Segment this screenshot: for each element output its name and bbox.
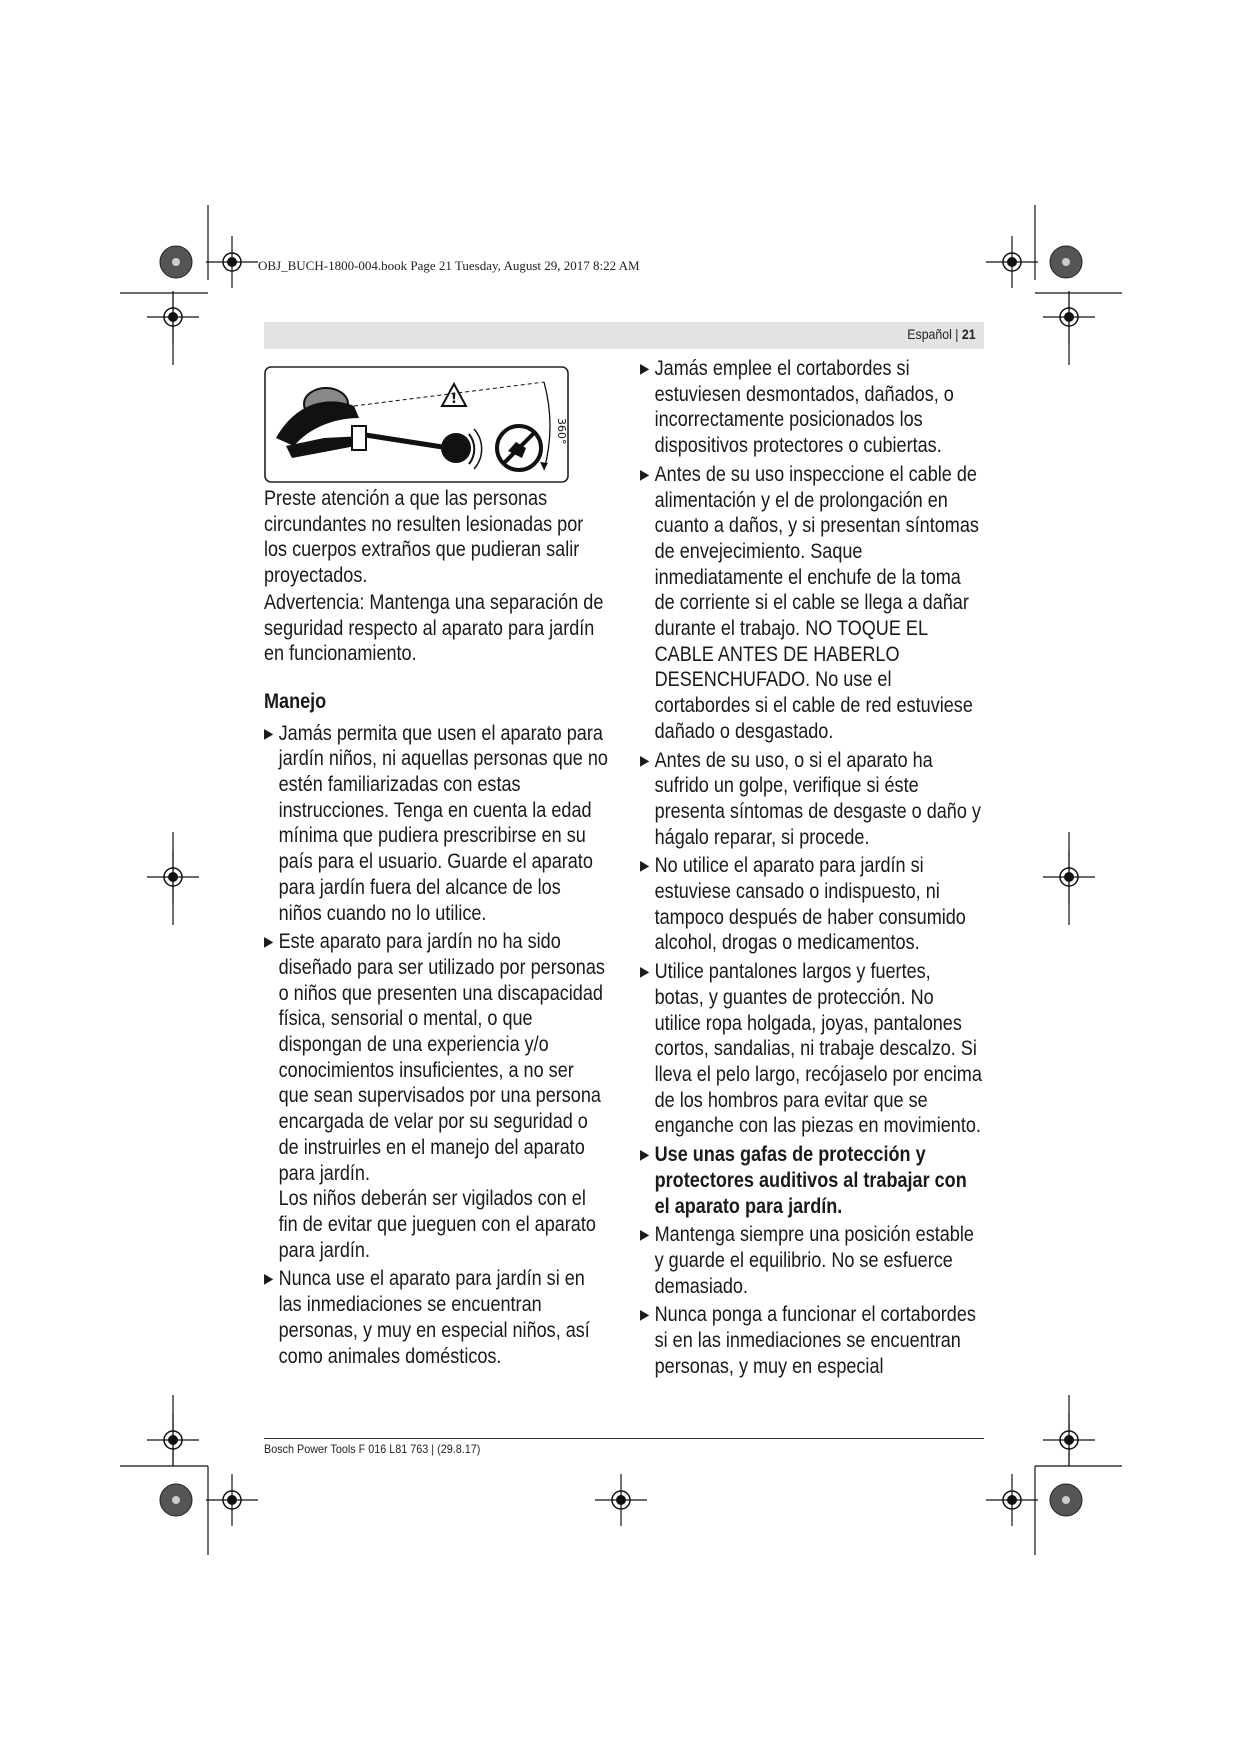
bullet-icon: ▶ (264, 933, 274, 950)
bullet-icon: ▶ (640, 465, 650, 482)
list-item (640, 853, 984, 956)
footer-divider (264, 1438, 984, 1439)
list-item-text: Nunca ponga a funcionar el cortabordes si en las inmediaciones se encuentran personas, y muy en especial (654, 1303, 976, 1378)
list-item-text: Antes de su uso, o si el aparato ha sufrido un golpe, verifique si éste presenta síntomas de desgaste o daño y hágalo reparar, si procede. (654, 748, 981, 849)
right-column (640, 356, 985, 1382)
list-item (264, 929, 608, 1263)
bullet-icon: ▶ (640, 963, 650, 980)
list-item-text: Jamás permita que usen el aparato para jardín niños, ni aquellas personas que no estén familiarizadas con estas instrucciones. Tenga en cuenta la edad mínima que pudiera prescribirse en su país para el usuario. Guarde el aparato para jardín fuera del alcance de los niños cuando no lo utilice. (278, 721, 608, 925)
registration-target (206, 1474, 258, 1526)
bullet-icon: ▶ (640, 1226, 650, 1243)
bullet-icon: ▶ (640, 1146, 650, 1163)
paragraph: Advertencia: Mantenga una separación de seguridad respecto al aparato para jardín en funcionamiento. (264, 590, 604, 666)
bullet-icon: ▶ (640, 857, 650, 874)
list-item-text: Nunca use el aparato para jardín si en las inmediaciones se encuentran personas, y muy en especial niños, así como animales domésticos. (278, 1267, 590, 1368)
registration-target (206, 236, 258, 288)
color-star-mark (1050, 1484, 1082, 1516)
list-item-text: Use unas gafas de protección y protectores auditivos al trabajar con el aparato para jardín. (654, 1143, 967, 1218)
list-item (640, 748, 984, 851)
header-label (908, 326, 976, 342)
paragraph: Preste atención a que las personas circundantes no resulten lesionadas por los cuerpos extraños que pudieran salir proyectados. (264, 487, 584, 588)
list-item (640, 1222, 984, 1299)
list-item (640, 462, 984, 745)
page-footer: Bosch Power Tools F 016 L81 763 | (29.8.17) (264, 1442, 481, 1456)
section-title: Manejo (264, 689, 327, 713)
list-item (640, 959, 984, 1139)
bullet-icon: ▶ (640, 751, 650, 768)
list-item-extra: Los niños deberán ser vigilados con el fin de evitar que jueguen con el aparato para jardín. (278, 1187, 596, 1262)
bullet-icon: ▶ (264, 724, 274, 741)
color-star-mark (160, 1484, 192, 1516)
color-star-mark (1050, 246, 1082, 278)
registration-target (986, 1474, 1038, 1526)
list-item (264, 1266, 608, 1369)
bullet-icon: ▶ (264, 1270, 274, 1287)
printer-slug-line: OBJ_BUCH-1800-004.book Page 21 Tuesday, August 29, 2017 8:22 AM (258, 258, 640, 273)
page-number: 21 (962, 326, 976, 342)
list-item-text: Este aparato para jardín no ha sido diseñado para ser utilizado por personas o niños que presenten una discapacidad física, sensorial o mental, o que dispongan de una experiencia y/o conocimientos insuficientes, a no ser que sean supervisados por una persona encargada de velar por su seguridad o de instruirles en el manejo del aparato para jardín. (278, 930, 605, 1185)
header-separator: | (955, 326, 959, 342)
list-item (264, 721, 608, 927)
list-item-text: Jamás emplee el cortabordes si estuviesen desmontados, dañados, o incorrectamente posicionados los dispositivos protectores o cubiertas. (654, 357, 954, 458)
rotation-angle-label: 360° (555, 418, 568, 445)
safety-illustration (264, 366, 569, 483)
left-column (264, 486, 609, 1372)
header-language: Español (907, 326, 953, 342)
list-item-warning (640, 1142, 984, 1219)
bullet-icon: ▶ (640, 1306, 650, 1323)
list-item (640, 1302, 984, 1379)
svg-text:!: ! (450, 391, 458, 407)
list-item-text: Antes de su uso inspeccione el cable de alimentación y el de prolongación en cuanto a daños, y si presentan síntomas de envejecimiento. Saque inmediatamente el enchufe de la toma de corriente si el cable se llega a dañar durante el trabajo. NO TOQUE EL CABLE ANTES DE HABERLO DESENCHUFADO. No use el cortabordes si el cable de red estuviese dañado o desgastado. (654, 462, 979, 743)
registration-target (986, 236, 1038, 288)
registration-target (595, 1474, 647, 1526)
color-star-mark (160, 246, 192, 278)
list-item (640, 356, 984, 459)
list-item-text: Utilice pantalones largos y fuertes, botas, y guantes de protección. No utilice ropa holgada, joyas, pantalones cortos, sandalias, ni trabaje descalzo. Si lleva el pelo largo, recójaselo por encima de los hombros para evitar que se enganche con las piezas en movimiento. (654, 960, 982, 1138)
list-item-text: Mantenga siempre una posición estable y guarde el equilibrio. No se esfuerce demasiado. (654, 1223, 974, 1298)
trimmer-head-icon (441, 433, 471, 463)
list-item-text: No utilice el aparato para jardín si estuviese cansado o indispuesto, ni tampoco después de haber consumido alcohol, drogas o medicamentos. (654, 854, 966, 955)
bullet-icon: ▶ (640, 360, 650, 376)
page-header (264, 322, 984, 349)
